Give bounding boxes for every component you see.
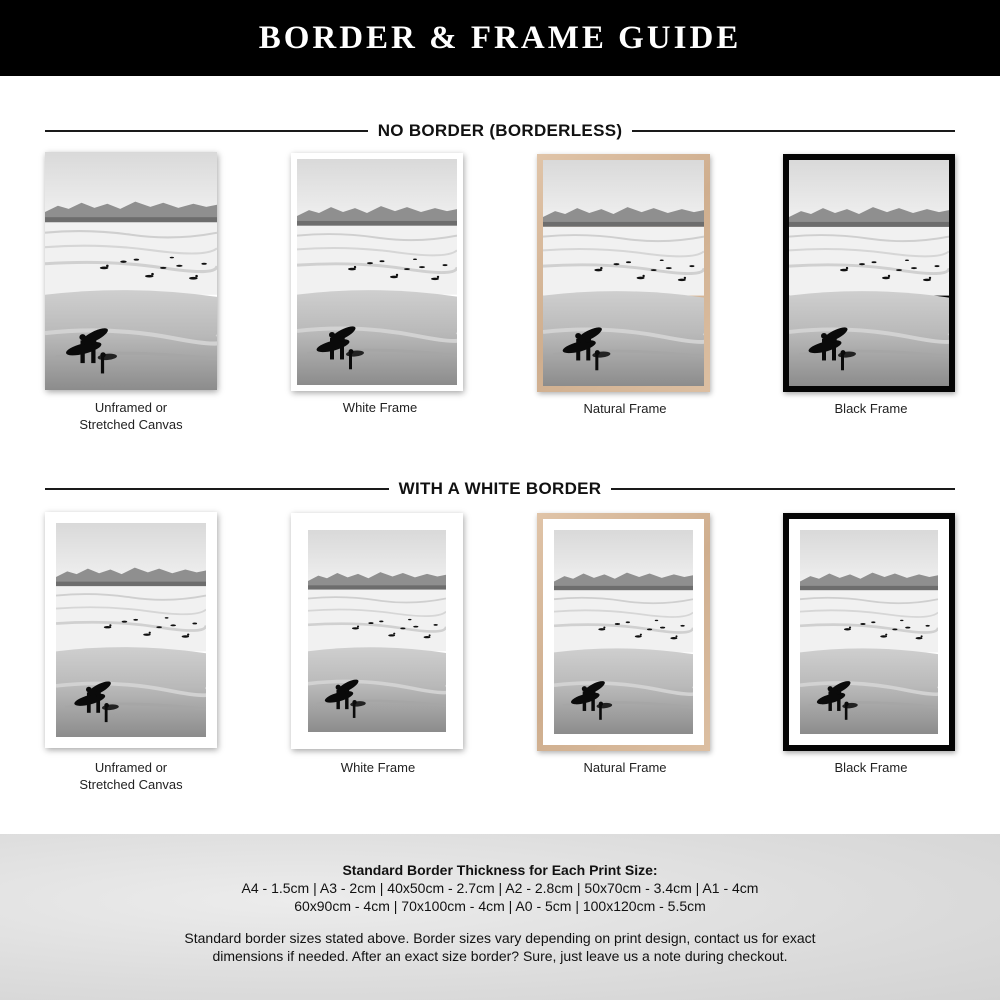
print-photo	[297, 159, 457, 385]
divider-line	[45, 488, 389, 490]
print-photo	[800, 530, 938, 734]
beach-surfers-photo	[297, 159, 457, 385]
info-title: Standard Border Thickness for Each Print Size:	[342, 862, 658, 878]
black-frame-borderless	[783, 154, 955, 392]
beach-surfers-photo	[800, 530, 938, 734]
print-photo	[308, 530, 446, 732]
divider-line	[611, 488, 955, 490]
section-heading-white-border	[45, 477, 955, 501]
info-note: dimensions if needed. After an exact size border? Sure, just leave us a note during checkout.	[212, 948, 788, 964]
page-header	[0, 0, 1000, 76]
print-photo	[543, 160, 704, 386]
section-heading-borderless	[45, 119, 955, 143]
divider-line	[45, 130, 368, 132]
caption-unframed-white-border: Unframed or Stretched Canvas	[79, 760, 183, 792]
caption-unframed-borderless: Unframed or Stretched Canvas	[79, 400, 183, 432]
info-note: Standard border sizes stated above. Border sizes vary depending on print design, contact us for exact	[184, 930, 816, 946]
black-frame-white-border	[783, 513, 955, 751]
beach-surfers-photo	[308, 530, 446, 732]
beach-surfers-photo	[543, 160, 704, 386]
print-photo	[789, 160, 949, 386]
beach-surfers-photo	[554, 530, 693, 734]
print-photo	[56, 523, 206, 737]
caption-natural-frame-borderless: Natural Frame	[583, 401, 667, 416]
white-frame-white-border	[291, 513, 463, 749]
divider-line	[632, 130, 955, 132]
print-photo	[554, 530, 693, 734]
unframed-canvas-white-border	[45, 512, 217, 748]
caption-black-frame-borderless: Black Frame	[834, 401, 908, 416]
border-thickness-info	[0, 834, 1000, 1000]
caption-white-frame-borderless: White Frame	[342, 400, 418, 415]
sizes-line: 60x90cm - 4cm | 70x100cm - 4cm | A0 - 5cm | 100x120cm - 5.5cm	[294, 898, 706, 914]
natural-frame-white-border	[537, 513, 710, 751]
caption-black-frame-white-border: Black Frame	[834, 760, 908, 775]
white-frame-borderless	[291, 153, 463, 391]
unframed-canvas-borderless	[45, 152, 217, 390]
section-label: WITH A WHITE BORDER	[398, 479, 602, 498]
section-label: NO BORDER (BORDERLESS)	[377, 121, 623, 140]
natural-frame-borderless	[537, 154, 710, 392]
caption-natural-frame-white-border: Natural Frame	[583, 760, 667, 775]
page-title: BORDER & FRAME GUIDE	[258, 19, 742, 56]
caption-white-frame-white-border: White Frame	[340, 760, 416, 775]
beach-surfers-photo	[45, 152, 217, 390]
beach-surfers-photo	[789, 160, 949, 386]
beach-surfers-photo	[56, 523, 206, 737]
sizes-line: A4 - 1.5cm | A3 - 2cm | 40x50cm - 2.7cm | A2 - 2.8cm | 50x70cm - 3.4cm | A1 - 4cm	[241, 880, 759, 896]
print-photo	[45, 152, 217, 390]
